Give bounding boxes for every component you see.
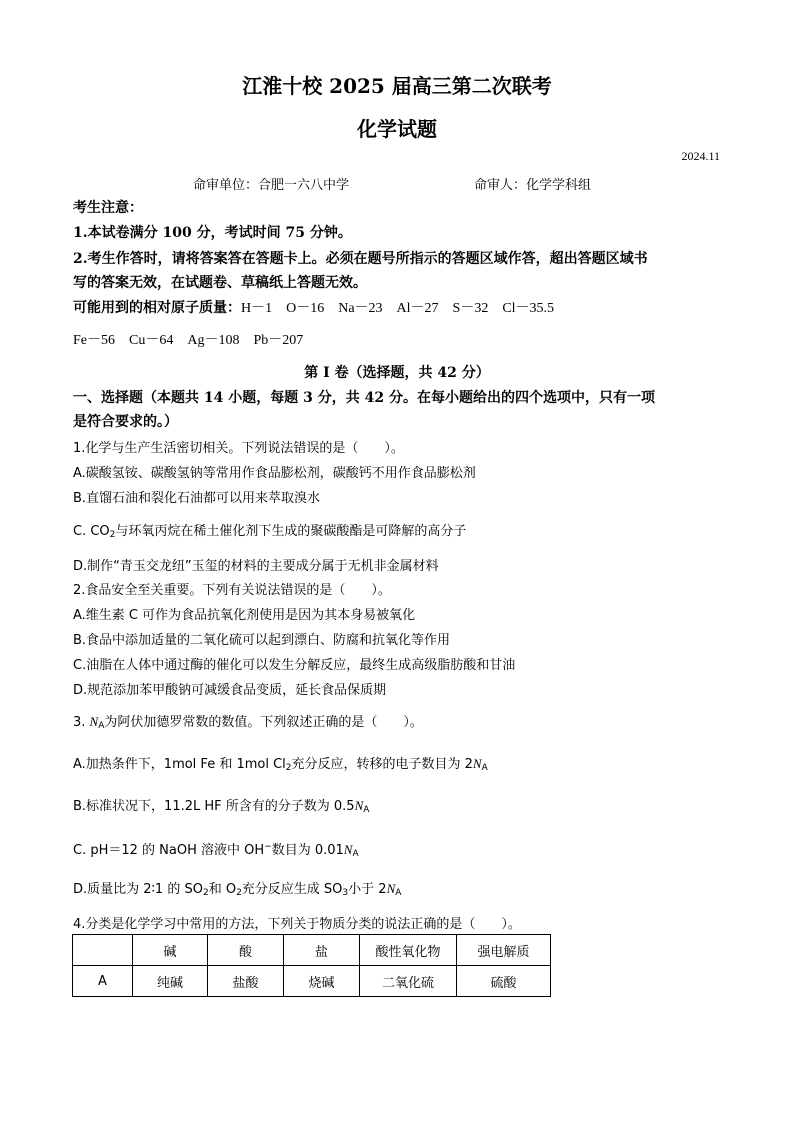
notice-item-2-line1: 2.考生作答时，请将答案答在答题卡上。必须在题号所指示的答题区域作答，超出答题区域书 — [73, 251, 648, 267]
exam-unit: 命审单位：合肥一六八中学 — [193, 178, 350, 193]
exam-date: 2024.11 — [681, 149, 720, 163]
q1-option-a: A.碳酸氢铵、碳酸氢钠等常用作食品膨松剂，碳酸钙不用作食品膨松剂 — [73, 466, 476, 481]
notice-heading: 考生注意： — [73, 200, 143, 216]
exam-title: 江淮十校 2025 届高三第二次联考 — [242, 74, 552, 98]
q2-option-b: B.食品中添加适量的二氧化硫可以起到漂白、防腐和抗氧化等作用 — [73, 633, 451, 648]
table-cell: 硫酸 — [457, 966, 551, 997]
atomic-masses-label: 可能用到的相对原子质量： — [73, 300, 241, 316]
atomic-masses-line1 — [73, 297, 554, 317]
table-header-cell: 强电解质 — [457, 935, 551, 966]
table-cell: 盐酸 — [208, 966, 284, 997]
q2-option-c: C.油脂在人体中通过酶的催化可以发生分解反应，最终生成高级脂肪酸和甘油 — [73, 658, 516, 673]
q3-option-a: A.加热条件下，1mol Fe 和 1mol $Cl_2$充分反应，转移的电子数目为 $2N_A$ — [73, 756, 488, 773]
table-cell: 二氧化硫 — [360, 966, 457, 997]
q1-option-c: C. $CO_2$与环氧丙烷在稀土催化剂下生成的聚碳酸酯是可降解的高分子 — [73, 524, 467, 540]
table-cell: 纯碱 — [133, 966, 208, 997]
q3-option-c: C. pH＝12 的 NaOH 溶液中 OH−数目为 $0.01N_A$ — [73, 842, 359, 859]
q2-option-d: D.规范添加苯甲酸钠可减缓食品变质，延长食品保质期 — [73, 683, 387, 698]
q2-stem: 2.食品安全至关重要。下列有关说法错误的是（ ）。 — [73, 583, 391, 598]
q1-option-b: B.直馏石油和裂化石油都可以用来萃取溴水 — [73, 491, 321, 506]
q1-stem: 1.化学与生产生活密切相关。下列说法错误的是（ ）。 — [73, 441, 404, 456]
q4-stem: 4.分类是化学学习中常用的方法，下列关于物质分类的说法正确的是（ ）。 — [73, 917, 521, 932]
q1-option-d: D.制作“青玉交龙纽”玉玺的材料的主要成分属于无机非金属材料 — [73, 559, 439, 574]
table-header-row — [73, 935, 551, 966]
notice-item-2-line2: 写的答案无效，在试题卷、草稿纸上答题无效。 — [73, 275, 367, 291]
atomic-masses-values-1: H－1 O－16 Na－23 Al－27 S－32 Cl－35.5 — [241, 301, 555, 316]
notice-item-1: 1.本试卷满分 100 分，考试时间 75 分钟。 — [73, 225, 352, 241]
table-cell: 烧碱 — [284, 966, 360, 997]
section-intro-line1: 一、选择题（本题共 14 小题，每题 3 分，共 42 分。在每小题给出的四个选项中，只有一项 — [73, 390, 655, 406]
q3-stem: 3. $N_A$为阿伏加德罗常数的数值。下列叙述正确的是（ ）。 — [73, 714, 423, 731]
q3-option-d: D.质量比为 2∶1 的 $SO_2$和 $O_2$充分反应生成 $SO_3$小于 $2N_A$ — [73, 881, 402, 898]
subject-title: 化学试题 — [357, 117, 437, 141]
section-intro-line2: 是符合要求的。） — [73, 414, 178, 430]
table-header-cell: 酸性氧化物 — [360, 935, 457, 966]
table-header-cell: 酸 — [208, 935, 284, 966]
q2-option-a: A.维生素 C 可作为食品抗氧化剂使用是因为其本身易被氧化 — [73, 608, 416, 623]
exam-author: 命审人：化学学科组 — [474, 178, 592, 193]
q4-classification-table — [72, 934, 551, 997]
q3-option-b: B.标准状况下，11.2L HF 所含有的分子数为 $0.5N_A$ — [73, 798, 370, 815]
table-header-cell: 碱 — [133, 935, 208, 966]
table-cell: A — [73, 966, 133, 997]
table-header-cell: 盐 — [284, 935, 360, 966]
table-header-cell — [73, 935, 133, 966]
atomic-masses-line2: Fe－56 Cu－64 Ag－108 Pb－207 — [73, 333, 304, 348]
table-row — [73, 966, 551, 997]
section-title: 第 I 卷（选择题，共 42 分） — [304, 365, 490, 381]
